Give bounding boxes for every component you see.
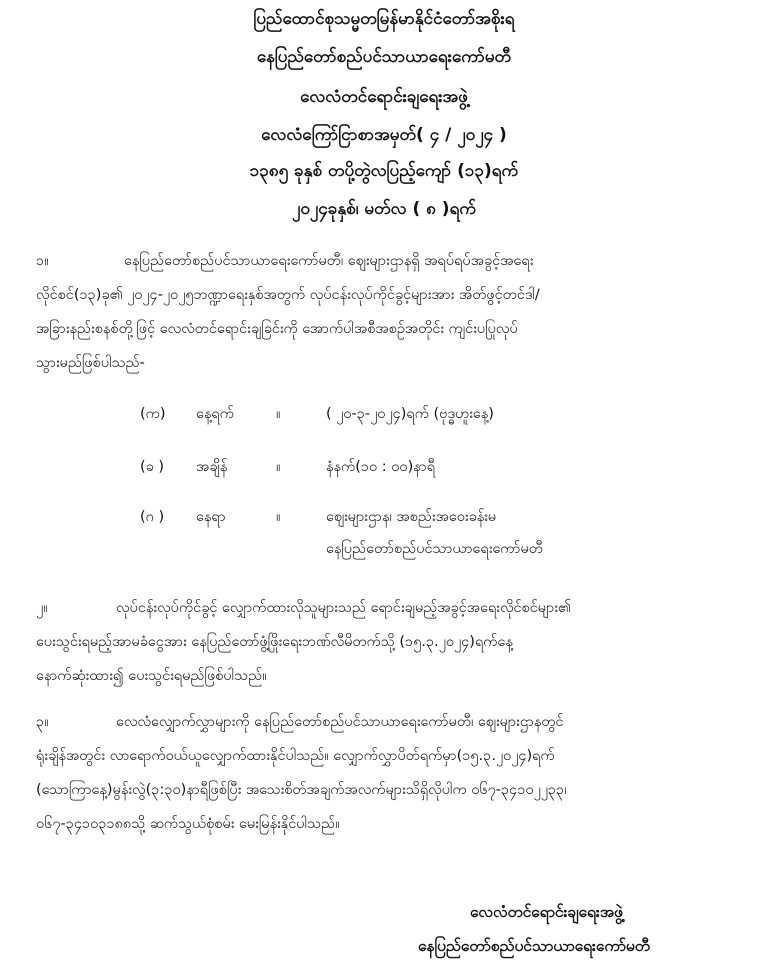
para3-line: ၀၆၇-၃၄၁၀၃၁၈၈သို့ ဆက်သွယ်စုံစမ်း မေးမြန်းနိုင်ပါသည်။	[36, 816, 340, 832]
schedule-value-place: ဈေးများဌာန၊ အစည်းအဝေးခန်းမ	[326, 509, 497, 525]
para2-line: ပေးသွင်းရမည့်အာမခံငွေအား နေပြည်တော်ဖွံ့ဖြိုးရေးဘဏ်လီမိတက်သို့ (၁၅.၃.၂၀၂၄)ရက်နေ့	[36, 634, 513, 650]
schedule-label-time: အချိန်	[196, 459, 228, 475]
schedule-separator: ။	[276, 509, 281, 525]
header-myanmar-date: ၁၃၈၅ ခုနှစ် တပို့တွဲလပြည့်ကျော် (၁၃)ရက်	[249, 161, 519, 181]
signature-auction-group: လေလံတင်ရောင်းချရေးအဖွဲ့	[470, 903, 623, 921]
para1-line: နေပြည်တော်စည်ပင်သာယာရေးကော်မတီ၊ ဈေးများဌာနရှိ အရပ်ရပ်အခွင့်အရေး	[124, 253, 534, 269]
header-auction-group: လေလံတင်ရောင်းချရေးအဖွဲ့	[300, 87, 468, 107]
schedule-value-place-line2: နေပြည်တော်စည်ပင်သာယာရေးကော်မတီ	[326, 541, 543, 557]
schedule-label-date: နေ့ရက်	[196, 406, 234, 422]
para3-line: လေလံလျှောက်လွှာများကို နေပြည်တော်စည်ပင်သာယာရေးကော်မတီ၊ ဈေးများဌာနတွင်	[116, 714, 564, 730]
para1-number: ၁။	[36, 253, 49, 269]
para2-line: နောက်ဆုံးထား၍ ပေးသွင်းရမည်ဖြစ်ပါသည်။	[36, 668, 267, 684]
para1-line: လိုင်စင်(၁၃)ခု၏ ၂၀၂၄-၂၀၂၅ဘဏ္ဍာရေးနှစ်အတွက် လုပ်ငန်းလုပ်ကိုင်ခွင့်များအား အိတ်ဖွင့်တင်ဒါ/	[36, 287, 540, 303]
schedule-label-place: နေရာ	[196, 509, 226, 525]
schedule-value-date: ( ၂၀-၃-၂၀၂၄)ရက် (ဗုဒ္ဓဟူးနေ့)	[326, 406, 494, 422]
para3-line: ရုံးချိန်အတွင်း လာရောက်ဝယ်ယူလျှောက်ထားနိုင်ပါသည်။ လျှောက်လွှာပိတ်ရက်မှာ(၁၅.၃.၂၀၂၄)ရက်	[36, 748, 555, 764]
para2-number: ၂။	[36, 600, 48, 616]
header-gregorian-date: ၂၀၂၄ခုနှစ်၊ မတ်လ ( ၈ )ရက်	[292, 199, 476, 219]
header-government: ပြည်ထောင်စုသမ္မတမြန်မာနိုင်ငံတော်အစိုးရ	[253, 9, 515, 29]
signature-committee: နေပြည်တော်စည်ပင်သာယာရေးကော်မတီ	[418, 937, 650, 955]
schedule-letter: (ခ )	[140, 459, 165, 475]
schedule-value-time: နံနက်(၁၀ : ၀၀)နာရီ	[326, 459, 436, 475]
para3-number: ၃။	[36, 714, 49, 730]
schedule-letter: (ဂ )	[140, 509, 165, 525]
header-notice-number: လေလံကြော်ငြာစာအမှတ်( ၄ / ၂၀၂၄ )	[261, 125, 507, 145]
para2-line: လုပ်ငန်းလုပ်ကိုင်ခွင့် လျှောက်ထားလိုသူများသည် ရောင်းချမည့်အခွင့်အရေးလိုင်စင်များ၏	[116, 600, 571, 616]
para1-line: အခြားနည်းစနစ်တို့ဖြင့် လေလံတင်ရောင်းချခြင်းကို အောက်ပါအစီအစဉ်အတိုင်း ကျင်းပပြုလုပ်	[36, 321, 518, 337]
header-committee: နေပြည်တော်စည်ပင်သာယာရေးကော်မတီ	[256, 47, 512, 67]
schedule-separator: ။	[276, 406, 281, 422]
para3-line: (သောကြာနေ့)မွန်းလွဲ(၃:၃၀)နာရီဖြစ်ပြီး အသေးစိတ်အချက်အလက်များသိရှိလိုပါက ၀၆၇-၃၄၁၀၂၂၃၃၊	[36, 782, 567, 798]
schedule-letter: (က)	[140, 406, 166, 422]
para1-line: သွားမည်ဖြစ်ပါသည်-	[36, 355, 145, 371]
schedule-separator: ။	[276, 459, 281, 475]
